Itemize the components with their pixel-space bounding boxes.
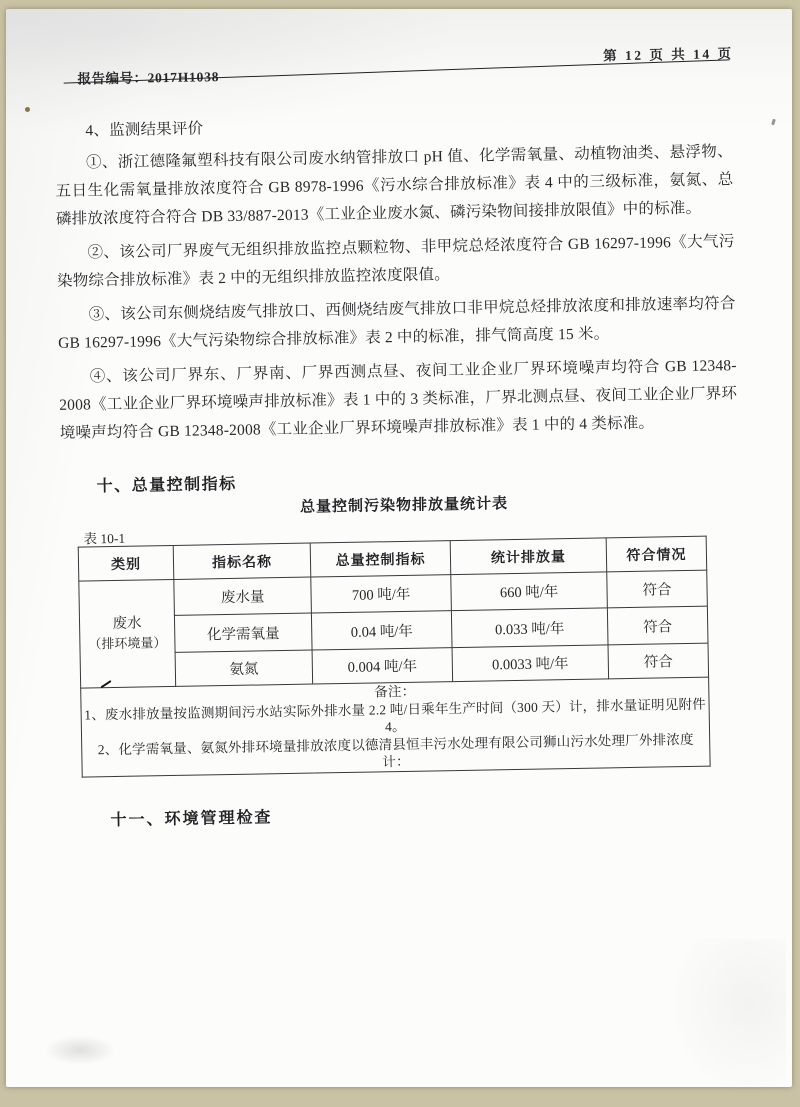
col-stat-emission: 统计排放量 bbox=[450, 538, 607, 575]
table-title: 总量控制污染物排放量统计表 bbox=[299, 495, 509, 516]
table-label: 表 10-1 bbox=[83, 530, 126, 547]
stat-emission: 0.033 吨/年 bbox=[451, 608, 608, 648]
scan-smudge bbox=[44, 1035, 116, 1065]
paper-sheet bbox=[6, 9, 792, 1087]
emission-stats-table bbox=[78, 536, 711, 777]
paragraph-4: ④、该公司厂界东、厂界南、厂界西测点昼、夜间工业企业厂界环境噪声均符合 GB 12348-2008《工业企业厂界环境噪声排放标准》表 1 中的 3 类标准，厂界北测点昼、夜间工业企业厂界环境噪声均符合 GB 12348-2008《工业企业厂界环境噪声排放标准》表 1 中的 4 类标准。 bbox=[59, 357, 738, 442]
page-indicator: 第 12 页 共 14 页 bbox=[603, 46, 734, 64]
section11-heading: 十一、环境管理检查 bbox=[110, 809, 273, 830]
section4-title: 4、监测结果评价 bbox=[85, 120, 204, 140]
report-number-label: 报告编号： bbox=[77, 70, 148, 87]
conformity: 符合 bbox=[607, 606, 708, 645]
report-number-value: 2017H1038 bbox=[147, 69, 220, 86]
control-target: 0.04 吨/年 bbox=[311, 611, 452, 650]
category-line1: 废水 bbox=[112, 615, 142, 633]
note-2: 2、化学需氧量、氨氮外排环境量排放浓度以德清县恒丰污水处理有限公司狮山污水处理厂外排浓度计： bbox=[97, 731, 694, 770]
category-cell bbox=[79, 579, 176, 688]
note-1: 1、废水排放量按监测期间污水站实际外排水量 2.2 吨/日乘年生产时间（300 天）计，排水量证明见附件 4。 bbox=[84, 696, 707, 735]
indicator-name: 化学需氧量 bbox=[174, 613, 312, 652]
col-category: 类别 bbox=[78, 545, 174, 581]
table-notes-row bbox=[81, 677, 710, 776]
col-conformity: 符合情况 bbox=[606, 536, 707, 572]
indicator-name: 废水量 bbox=[174, 577, 312, 615]
col-indicator-name: 指标名称 bbox=[173, 543, 311, 579]
paragraph-3: ③、该公司东侧烧结废气排放口、西侧烧结废气排放口非甲烷总烃排放浓度和排放速率均符合 GB 16297-1996《大气污染物综合排放标准》表 2 中的标准，排气筒高度 15 米。 bbox=[58, 295, 736, 352]
conformity: 符合 bbox=[607, 570, 708, 608]
section10-heading: 十、总量控制指标 bbox=[96, 475, 237, 496]
control-target: 700 吨/年 bbox=[311, 575, 452, 613]
stat-emission: 660 吨/年 bbox=[451, 572, 608, 611]
col-control-target: 总量控制指标 bbox=[310, 541, 451, 577]
indicator-name: 氨氮 bbox=[175, 650, 313, 686]
report-number bbox=[77, 65, 219, 87]
scan-noise bbox=[666, 939, 786, 1099]
stat-emission: 0.0033 吨/年 bbox=[452, 645, 609, 682]
paragraph-2: ②、该公司厂界废气无组织排放监控点颗粒物、非甲烷总烃浓度符合 GB 16297-1996《大气污染物综合排放标准》表 2 中的无组织排放监控浓度限值。 bbox=[56, 233, 735, 290]
control-target: 0.004 吨/年 bbox=[312, 648, 453, 684]
category-line2: （排环境量） bbox=[88, 635, 167, 652]
paragraph-1: ①、浙江德隆氟塑科技有限公司废水纳管排放口 pH 值、化学需氧量、动植物油类、悬浮物、五日生化需氧量排放浓度符合 GB 8978-1996《污水综合排放标准》表 4 中的三级标准，氨氮、总磷排放浓度符合符合 DB 33/887-2013《工业企业废水氮、磷污染物间接排放限值》中的标准。 bbox=[55, 143, 734, 228]
notes-title: 备注： bbox=[374, 683, 416, 700]
notes-cell bbox=[81, 677, 710, 776]
evaluation-section bbox=[54, 106, 738, 454]
conformity: 符合 bbox=[608, 643, 709, 679]
scan-speck bbox=[25, 107, 30, 112]
